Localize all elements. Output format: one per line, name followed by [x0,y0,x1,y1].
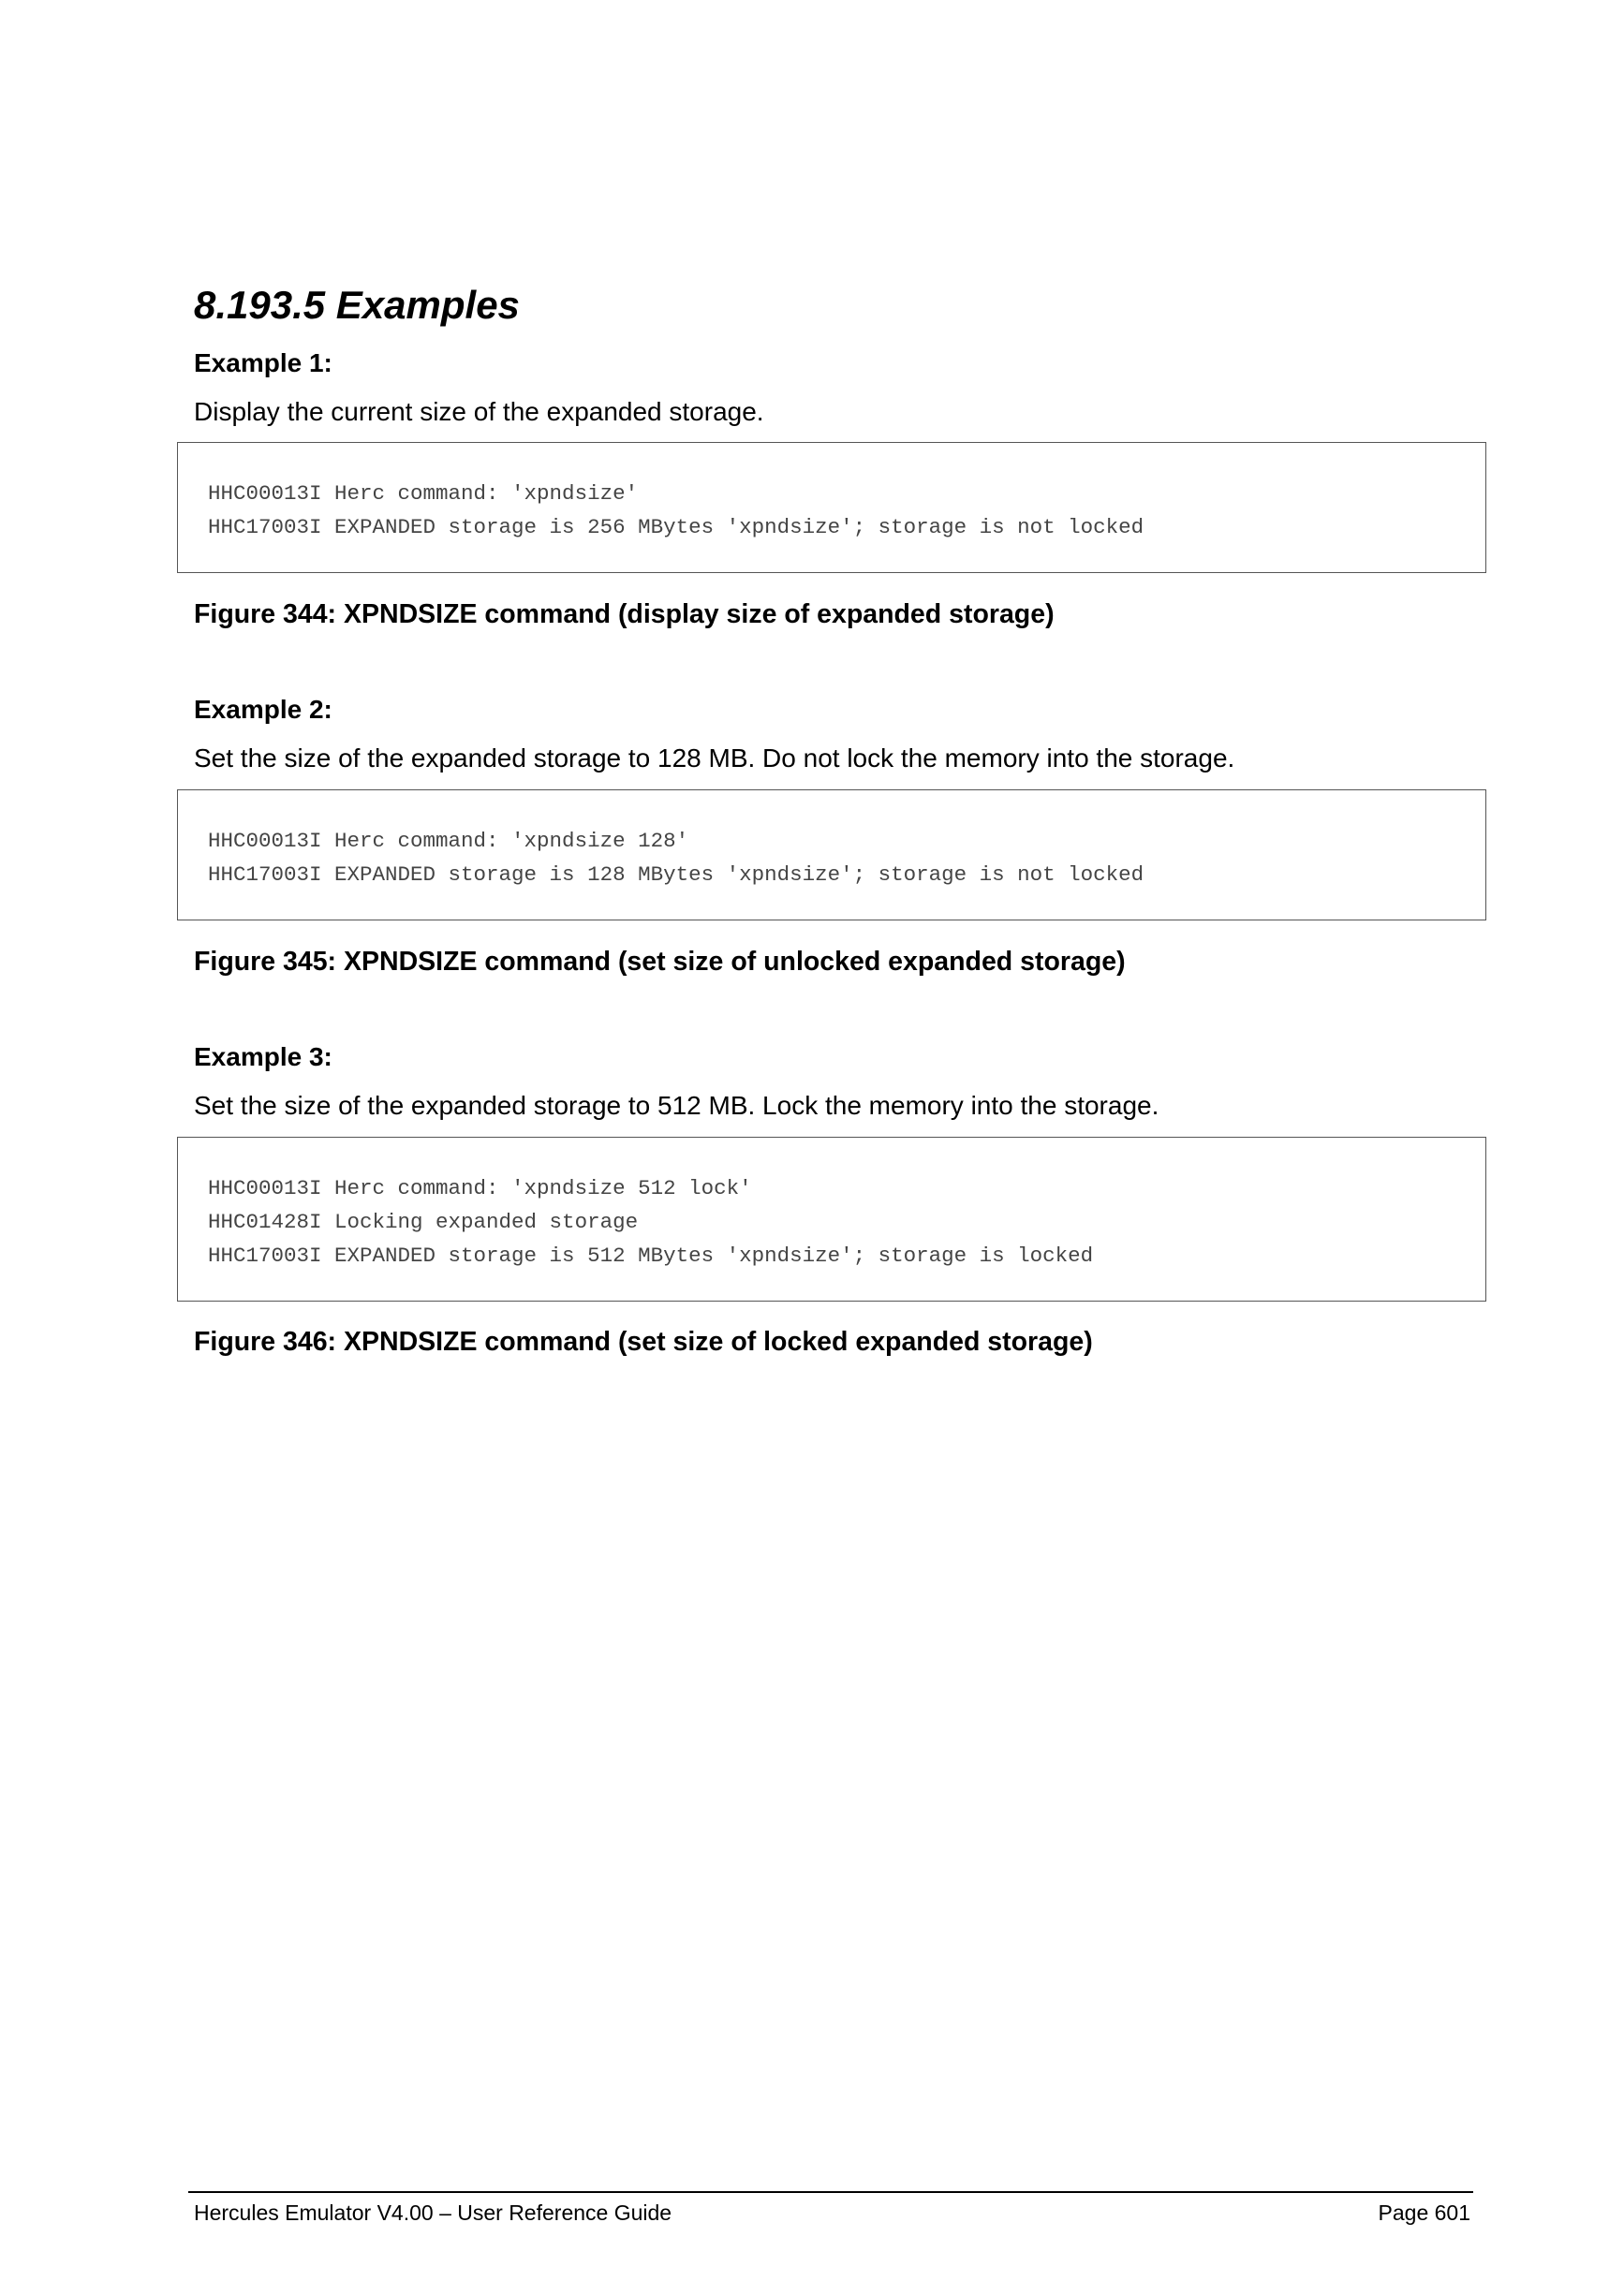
figure-caption: Figure 344: XPNDSIZE command (display size of expanded storage) [194,599,1055,629]
console-line: HHC00013I Herc command: 'xpndsize 128' [208,829,689,853]
console-line: HHC17003I EXPANDED storage is 256 MBytes 'xpndsize'; storage is not locked [208,515,1144,539]
console-line: HHC00013I Herc command: 'xpndsize 512 lock' [208,1176,752,1200]
footer-page-number: Page 601 [1378,2200,1470,2225]
example-heading: Example 3: [194,1042,332,1071]
figure-caption: Figure 345: XPNDSIZE command (set size of unlocked expanded storage) [194,947,1126,977]
example-1 [194,345,1486,431]
example-3 [194,1038,1486,1125]
console-line: HHC17003I EXPANDED storage is 512 MBytes 'xpndsize'; storage is locked [208,1244,1094,1268]
console-line: HHC00013I Herc command: 'xpndsize' [208,481,639,506]
example-heading: Example 1: [194,348,332,377]
example-2 [194,691,1486,777]
example-description: Set the size of the expanded storage to 128 MB. Do not lock the memory into the storage. [194,743,1235,773]
figure-caption: Figure 346: XPNDSIZE command (set size of locked expanded storage) [194,1327,1093,1357]
footer-document-title: Hercules Emulator V4.00 – User Reference Guide [194,2200,672,2225]
example-description: Display the current size of the expanded storage. [194,397,764,426]
console-line: HHC17003I EXPANDED storage is 128 MBytes 'xpndsize'; storage is not locked [208,862,1144,887]
console-output-box [177,789,1486,920]
example-description: Set the size of the expanded storage to 512 MB. Lock the memory into the storage. [194,1091,1159,1120]
example-heading: Example 2: [194,695,332,724]
console-output-box [177,1137,1486,1302]
console-output-box [177,442,1486,573]
section-title: 8.193.5 Examples [194,283,520,327]
console-line: HHC01428I Locking expanded storage [208,1210,639,1234]
footer-divider [188,2191,1473,2193]
